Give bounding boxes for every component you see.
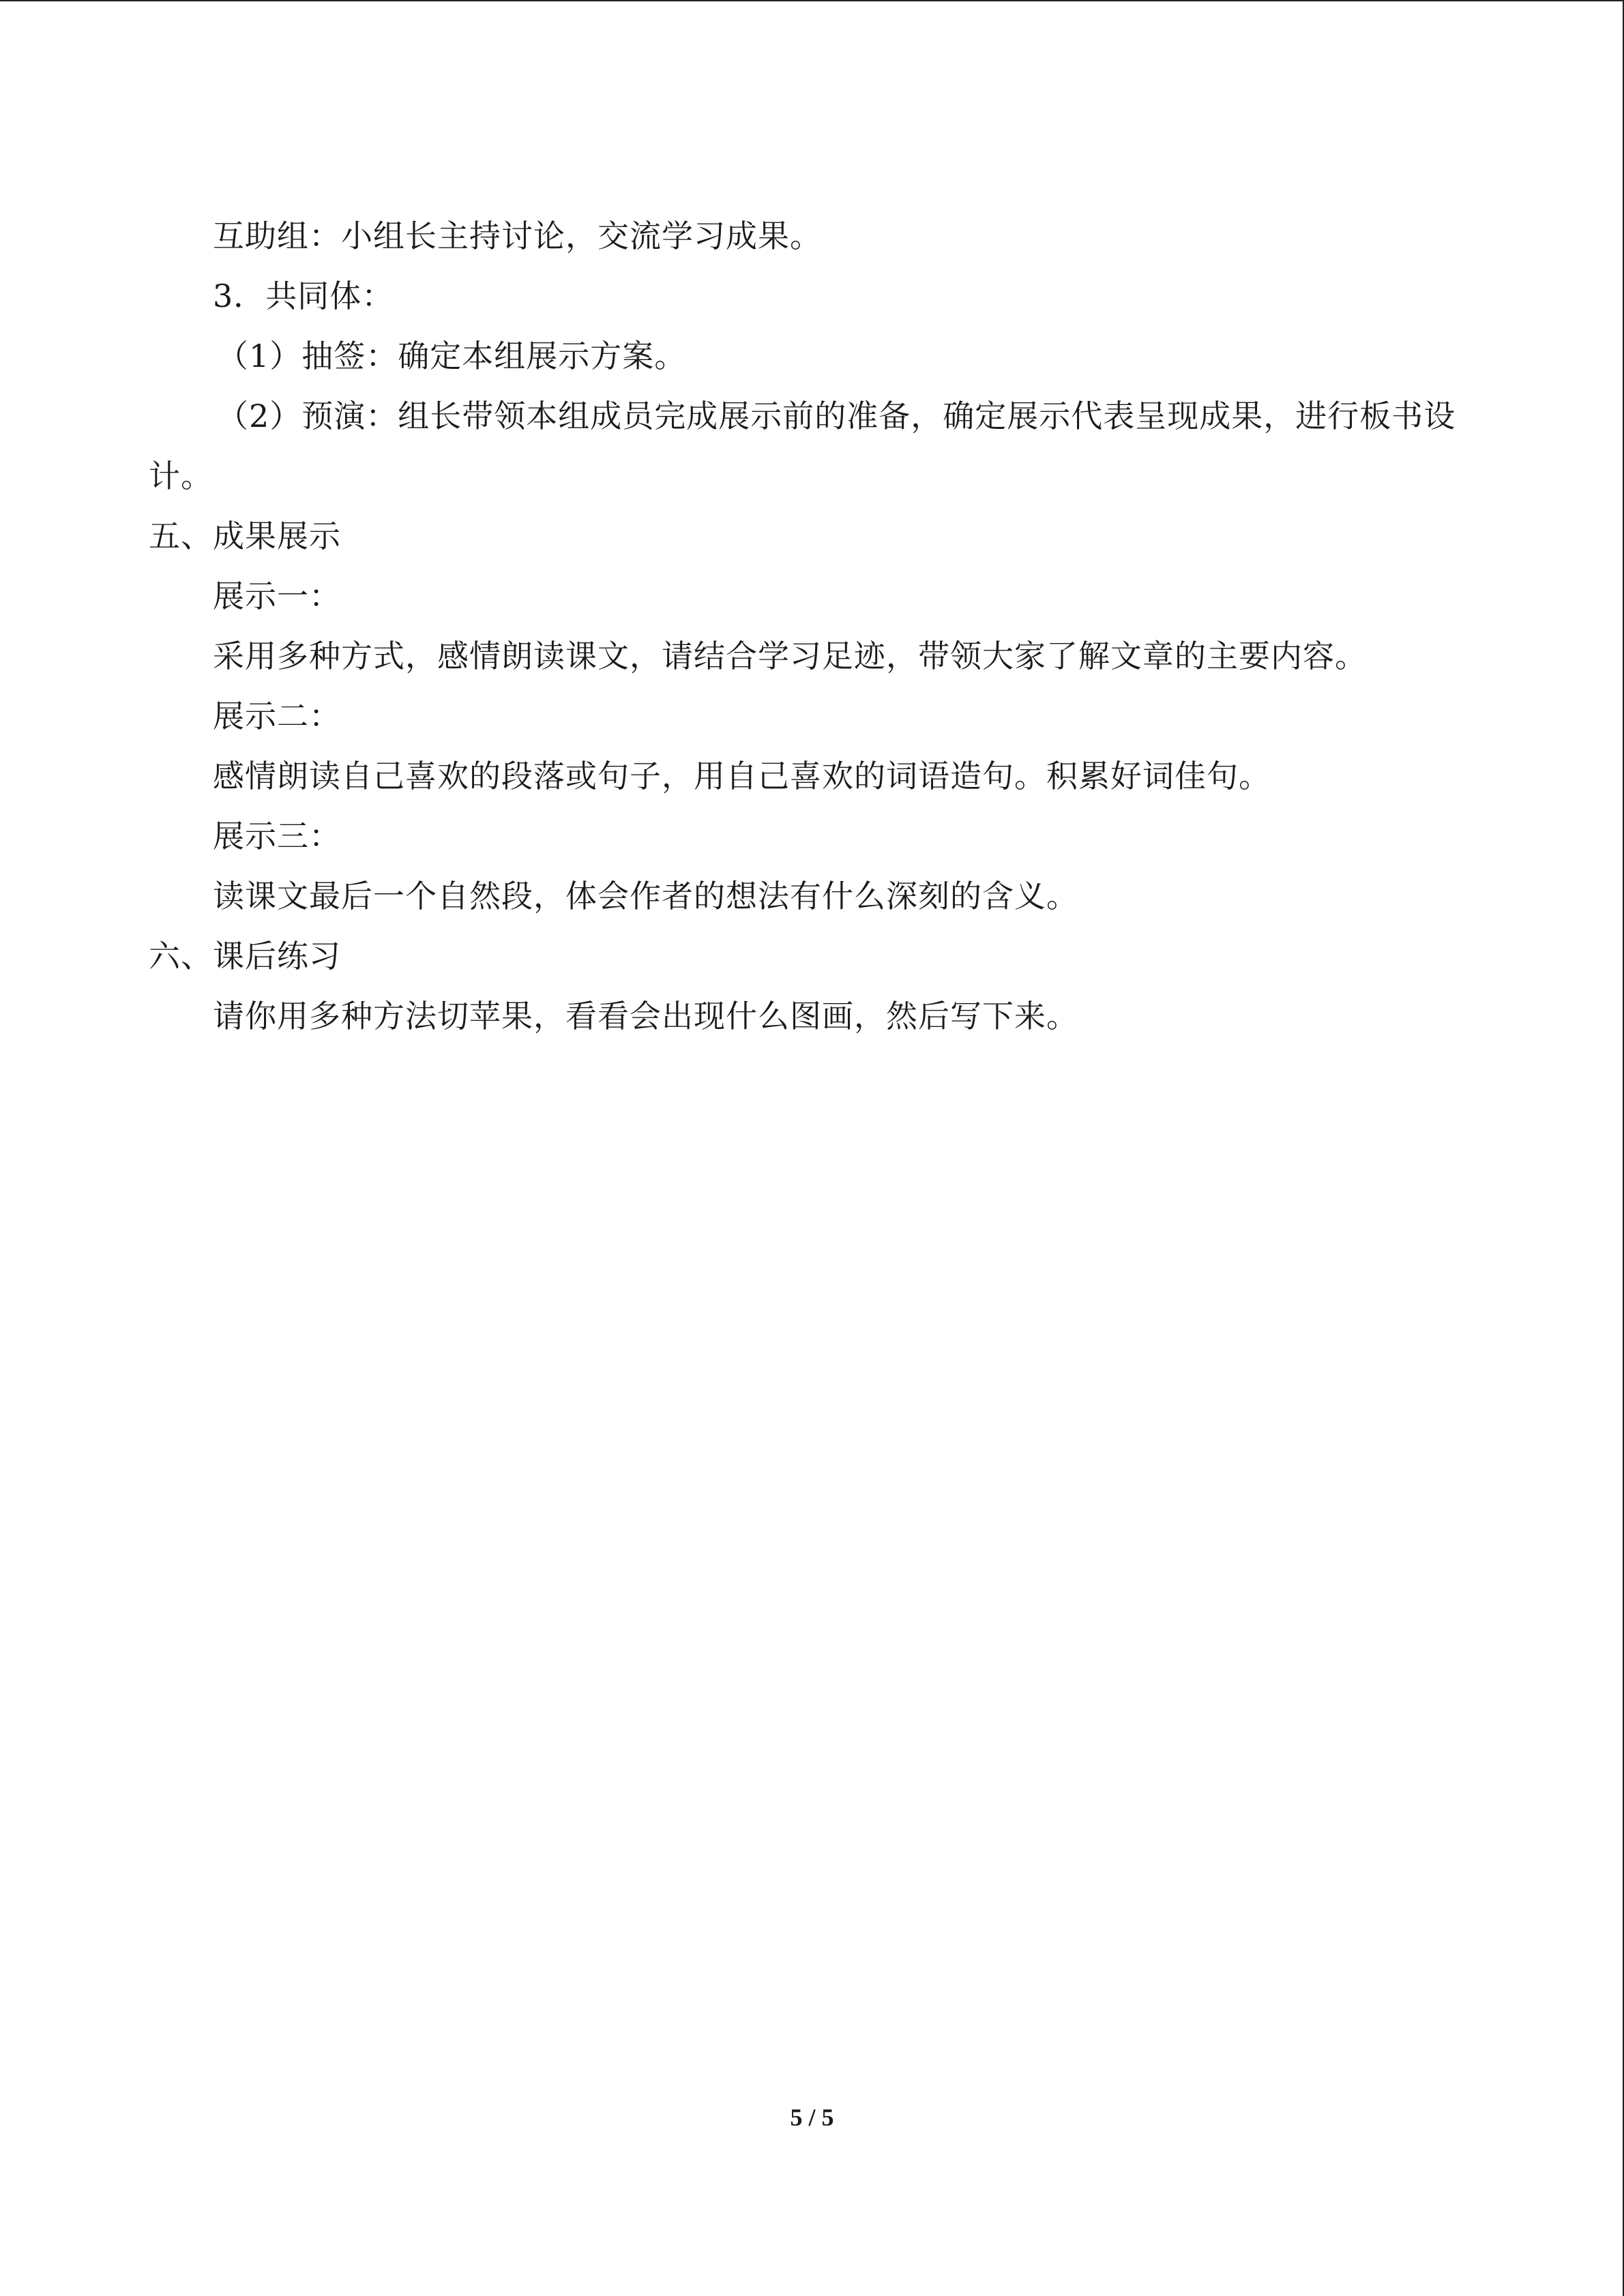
paragraph-draw-lots: （1）抽签：确定本组展示方案。 [217,338,687,374]
display-three-text: 读课文最后一个自然段，体会作者的想法有什么深刻的含义。 [213,878,1078,914]
paragraph-community: 3．共同体： [213,278,394,314]
display-one-text: 采用多种方式，感情朗读课文，请结合学习足迹，带领大家了解文章的主要内容。 [213,638,1367,674]
display-one-heading: 展示一： [213,578,341,614]
section-heading-after-class-exercise: 六、课后练习 [149,938,341,974]
paragraph-mutual-help-group: 互助组：小组长主持讨论，交流学习成果。 [213,218,822,254]
paragraph-rehearsal-continued: 计。 [149,458,213,494]
display-three-heading: 展示三： [213,818,341,854]
page-number: 5 / 5 [790,2104,834,2131]
exercise-text: 请你用多种方法切苹果，看看会出现什么图画，然后写下来。 [213,998,1078,1034]
paragraph-rehearsal: （2）预演：组长带领本组成员完成展示前的准备，确定展示代表呈现成果，进行板书设 [217,398,1456,434]
display-two-text: 感情朗读自己喜欢的段落或句子，用自己喜欢的词语造句。积累好词佳句。 [213,758,1271,794]
section-heading-results-display: 五、成果展示 [149,518,341,554]
display-two-heading: 展示二： [213,698,341,734]
